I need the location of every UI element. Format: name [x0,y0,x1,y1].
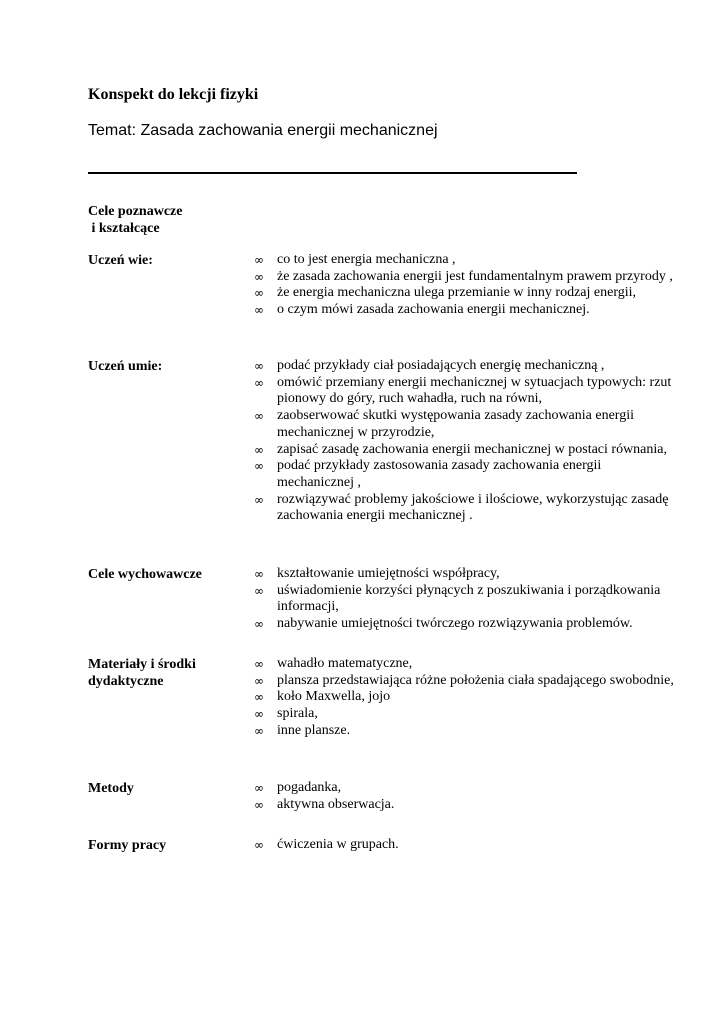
list-item-text: aktywna obserwacja. [277,796,395,812]
infinity-bullet-icon: ∞ [254,375,264,390]
infinity-bullet-icon: ∞ [254,286,264,301]
infinity-bullet-icon: ∞ [254,567,264,581]
infinity-bullet-icon: ∞ [254,723,264,738]
infinity-bullet-icon: ∞ [254,442,264,457]
list-item-text: kształtowanie umiejętności współpracy, [277,566,500,581]
list-item [254,566,674,583]
infinity-bullet-icon: ∞ [254,617,264,632]
list-item-text: spirala, [277,706,318,722]
infinity-bullet-icon: ∞ [254,707,264,722]
section-label-line: Uczeń umie: [88,359,163,374]
list-item [254,723,674,740]
section-label [88,780,248,797]
section-label [88,358,248,375]
list-item-text: ćwiczenia w grupach. [277,837,399,852]
infinity-bullet-icon: ∞ [254,797,264,812]
list-item-text: koło Maxwella, jojo [277,689,391,705]
infinity-bullet-icon: ∞ [254,838,264,852]
list-item-text: plansza przedstawiająca różne położenia ciała spadającego swobodnie, [277,672,674,688]
list-item [254,375,674,408]
infinity-bullet-icon: ∞ [254,673,264,688]
list-item [254,673,674,690]
list-item-text: pogadanka, [277,780,342,795]
list-item [254,706,674,723]
section-label [88,656,248,690]
section-label [88,252,248,269]
infinity-bullet-icon: ∞ [254,409,264,424]
list-item [254,358,674,375]
section-list [254,358,674,525]
infinity-bullet-icon: ∞ [254,657,264,671]
section-label-line: Metody [88,781,134,796]
list-item-text: inne plansze. [277,722,351,738]
list-item-text: nabywanie umiejętności twórczego rozwiązywania problemów. [277,616,633,632]
infinity-bullet-icon: ∞ [254,359,264,373]
lesson-topic: Temat: Zasada zachowania energii mechanicznej [88,122,438,139]
cele-label-line-1: Cele poznawcze [88,204,183,219]
list-item [254,285,674,302]
list-item-text: zaobserwować skutki występowania zasady zachowania energii mechanicznej w przyrodzie, [277,408,634,440]
section-label-line: Materiały i środki [88,657,196,672]
section-label [88,566,248,583]
list-item [254,656,674,673]
infinity-bullet-icon: ∞ [254,492,264,507]
list-item [254,252,674,269]
section-label-line: Cele wychowawcze [88,567,202,582]
list-item-text: uświadomienie korzyści płynących z poszukiwania i porządkowania informacji, [277,582,661,615]
infinity-bullet-icon: ∞ [254,583,264,598]
list-item [254,797,674,814]
list-item-text: podać przykłady ciał posiadających energię mechaniczną , [277,358,605,373]
document-title: Konspekt do lekcji fizyki [88,86,259,103]
infinity-bullet-icon: ∞ [254,269,264,284]
section-list [254,252,674,319]
list-item [254,408,674,441]
section-list [254,837,674,854]
list-item [254,780,674,797]
section-list [254,566,674,633]
infinity-bullet-icon: ∞ [254,303,264,318]
list-item-text: rozwiązywać problemy jakościowe i ilościowe, wykorzystując zasadę zachowania energii mechanicznej . [277,491,669,524]
infinity-bullet-icon: ∞ [254,459,264,474]
list-item-text: że zasada zachowania energii jest fundamentalnym prawem przyrody , [277,268,673,284]
list-item-text: że energia mechaniczna ulega przemianie w inny rodzaj energii, [277,285,637,301]
list-item [254,442,674,459]
section-list [254,780,674,813]
section-label-line: Uczeń wie: [88,253,153,268]
list-item [254,492,674,525]
list-item [254,269,674,286]
list-item-text: zapisać zasadę zachowania energii mechanicznej w postaci równania, [277,441,667,457]
list-item [254,302,674,319]
list-item-text: podać przykłady zastosowania zasady zachowania energii mechanicznej , [277,458,602,490]
cele-label-line-2: i kształcące [88,221,160,236]
section-list [254,656,674,740]
list-item [254,458,674,491]
infinity-bullet-icon: ∞ [254,253,264,267]
list-item-text: o czym mówi zasada zachowania energii mechanicznej. [277,302,590,318]
list-item-text: omówić przemiany energii mechanicznej w sytuacjach typowych: rzut pionowy do góry, ruch wahadła, ruch na równi, [277,374,672,407]
infinity-bullet-icon: ∞ [254,781,264,795]
list-item [254,616,674,633]
horizontal-rule [88,172,577,174]
list-item-text: co to jest energia mechaniczna , [277,252,456,267]
list-item [254,583,674,616]
section-label [88,837,248,854]
list-item [254,837,674,854]
list-item [254,689,674,706]
section-label-line: dydaktyczne [88,674,164,689]
list-item-text: wahadło matematyczne, [277,656,413,671]
section-label-line: Formy pracy [88,838,167,853]
infinity-bullet-icon: ∞ [254,690,264,705]
cele-poznawcze-label [88,203,182,237]
